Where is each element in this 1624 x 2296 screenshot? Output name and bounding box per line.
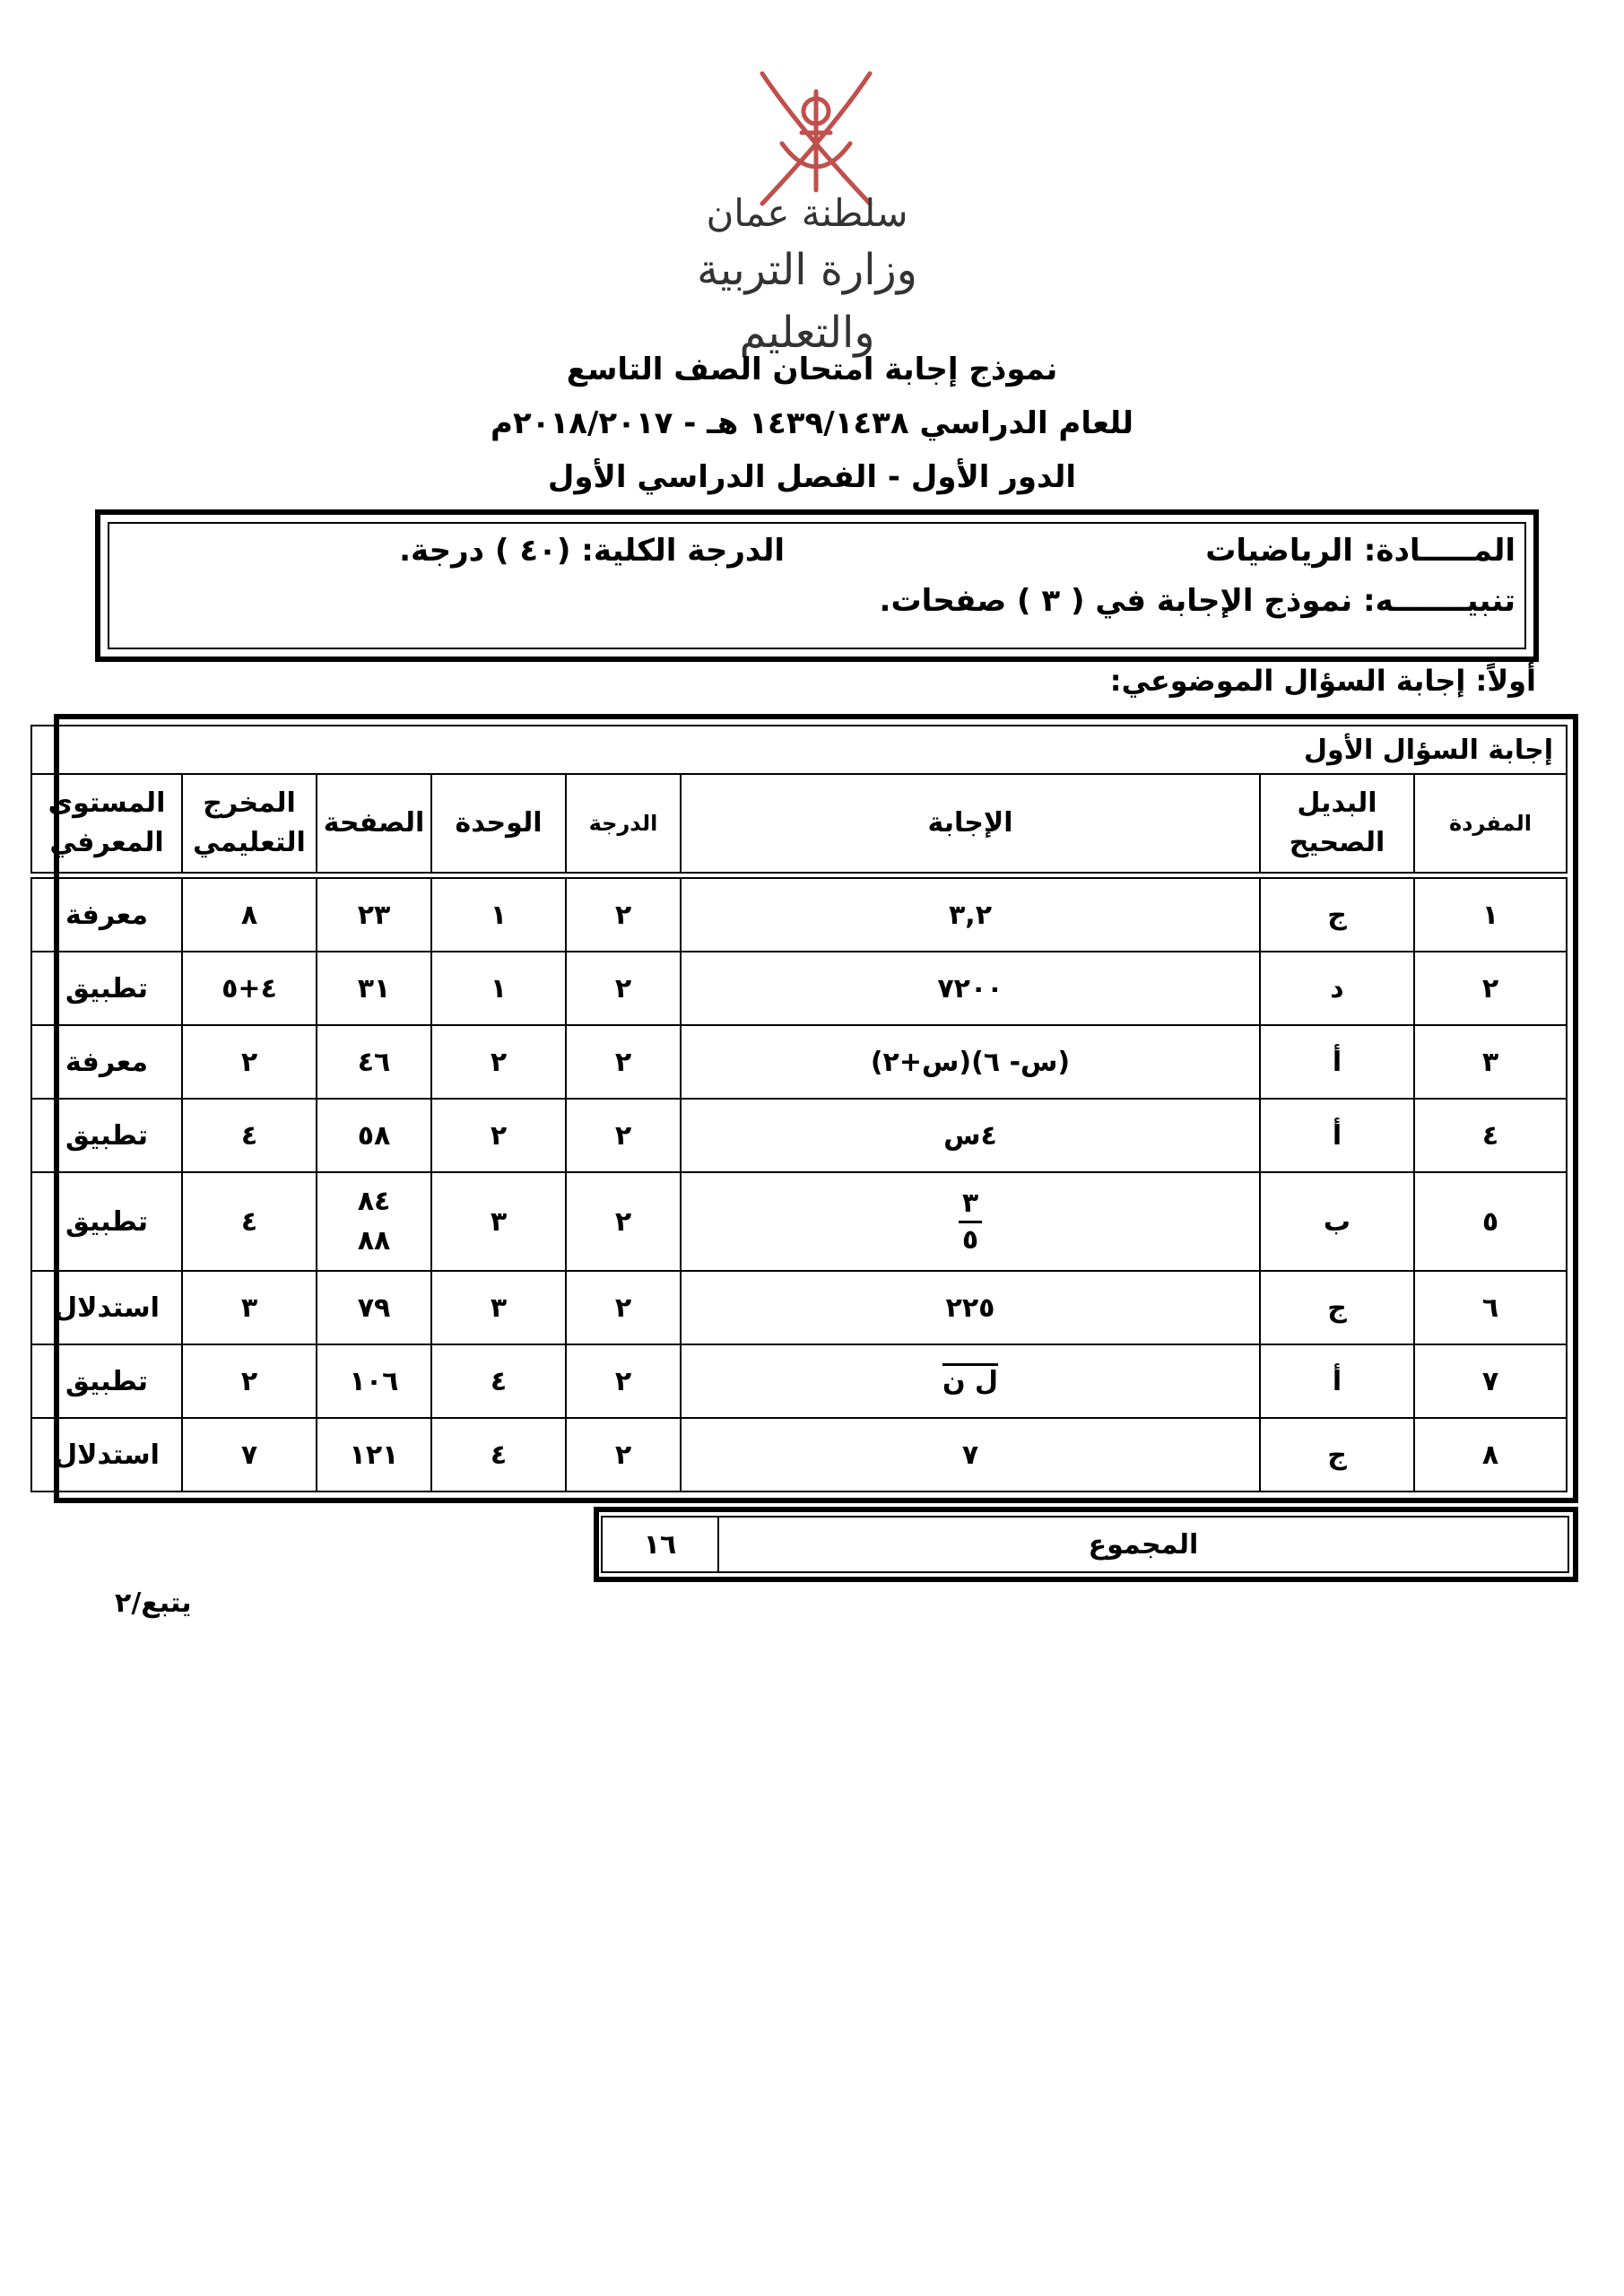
cell-grade: ٢ [566, 878, 681, 952]
total-box [594, 1507, 1578, 1582]
pages-note-line: تنبيـــــــه: نموذج الإجابة في ( ٣ ) صفحات. [879, 583, 1515, 619]
ministry-logo-text [628, 188, 986, 364]
cell-choice: ب [1260, 1172, 1414, 1271]
table-row [31, 1418, 1567, 1492]
cell-grade: ٢ [566, 1172, 681, 1271]
cell-unit: ٣ [431, 1172, 566, 1271]
cell-choice: د [1260, 952, 1414, 1025]
exam-info-box [95, 509, 1539, 662]
cell-grade: ٢ [566, 1344, 681, 1418]
cell-unit: ٢ [431, 1025, 566, 1099]
cell-item: ٧ [1414, 1344, 1567, 1418]
header-level: المستوى المعرفي [31, 774, 182, 873]
cell-page: ٣١ [317, 952, 431, 1025]
cell-answer: ٧٢٠٠ [681, 952, 1260, 1025]
header-item: المفردة [1414, 774, 1567, 873]
cell-answer: ٧ [681, 1418, 1260, 1492]
continued-note: يتبع/٢ [115, 1587, 192, 1619]
cell-level: تطبيق [31, 1344, 182, 1418]
cell-outcome: ٢ [182, 1344, 317, 1418]
cell-item: ١ [1414, 878, 1567, 952]
total-value: ١٦ [602, 1517, 718, 1572]
cell-answer [681, 1172, 1260, 1271]
cell-item: ٣ [1414, 1025, 1567, 1099]
header-page: الصفحة [317, 774, 431, 873]
cell-answer: ٤س [681, 1099, 1260, 1172]
exam-title: نموذج إجابة امتحان الصف التاسع [566, 352, 1058, 387]
cell-page: ٤٦ [317, 1025, 431, 1099]
header-outcome: المخرج التعليمي [182, 774, 317, 873]
table-row [31, 1344, 1567, 1418]
header-grade: الدرجة [566, 774, 681, 873]
cell-grade: ٢ [566, 1025, 681, 1099]
cell-answer: (س- ٦)(س+٢) [681, 1025, 1260, 1099]
header-unit: الوحدة [431, 774, 566, 873]
page-value-b: ٨٨ [357, 1225, 391, 1257]
cell-unit: ١ [431, 952, 566, 1025]
answer-table [48, 714, 1578, 1503]
fraction-numerator: ٣ [959, 1187, 982, 1223]
total-grade-line: الدرجة الكلية: (٤٠ ) درجة. [399, 533, 785, 569]
header-correct-choice: البديل الصحيح [1260, 774, 1414, 873]
cell-choice: أ [1260, 1099, 1414, 1172]
cell-level: تطبيق [31, 1172, 182, 1271]
cell-page: ٥٨ [317, 1099, 431, 1172]
fraction-denominator: ٥ [961, 1223, 979, 1256]
cell-answer [681, 1344, 1260, 1418]
cell-level: استدلال [31, 1418, 182, 1492]
table-row [31, 1172, 1567, 1271]
line-segment-answer: ل ن [942, 1365, 999, 1397]
cell-item: ٦ [1414, 1271, 1567, 1344]
table-caption: إجابة السؤال الأول [31, 726, 1567, 774]
ministry-name: وزارة التربية والتعليم [697, 245, 917, 358]
cell-level: تطبيق [31, 952, 182, 1025]
cell-item: ٨ [1414, 1418, 1567, 1492]
section-title: أولاً: إجابة السؤال الموضوعي: [1109, 664, 1536, 698]
cell-unit: ٢ [431, 1099, 566, 1172]
cell-outcome: ٧ [182, 1418, 317, 1492]
table-row [31, 1025, 1567, 1099]
cell-item: ٥ [1414, 1172, 1567, 1271]
table-row [31, 878, 1567, 952]
sultanate-name: سلطنة عمان [706, 191, 908, 235]
cell-choice: ج [1260, 1418, 1414, 1492]
cell-page: ١٢١ [317, 1418, 431, 1492]
cell-page: ٧٩ [317, 1271, 431, 1344]
cell-choice: أ [1260, 1025, 1414, 1099]
cell-unit: ٣ [431, 1271, 566, 1344]
cell-outcome: ٣ [182, 1271, 317, 1344]
cell-grade: ٢ [566, 1418, 681, 1492]
cell-outcome: ٨ [182, 878, 317, 952]
cell-unit: ٤ [431, 1344, 566, 1418]
table-row [31, 1271, 1567, 1344]
table-row [31, 1099, 1567, 1172]
cell-choice: ج [1260, 878, 1414, 952]
total-label: المجموع [718, 1517, 1568, 1572]
cell-outcome: ٤ [182, 1099, 317, 1172]
academic-year: للعام الدراسي ١٤٣٩/١٤٣٨ هـ - ٢٠١٨/٢٠١٧م [491, 405, 1133, 441]
subject-line: المـــــادة: الرياضيات [1205, 533, 1515, 569]
cell-level: استدلال [31, 1271, 182, 1344]
cell-outcome: ٤+٥ [182, 952, 317, 1025]
cell-grade: ٢ [566, 1271, 681, 1344]
exam-session: الدور الأول - الفصل الدراسي الأول [547, 459, 1077, 495]
page-value-a: ٨٤ [357, 1186, 391, 1217]
cell-grade: ٢ [566, 952, 681, 1025]
cell-level: معرفة [31, 878, 182, 952]
cell-grade: ٢ [566, 1099, 681, 1172]
header-answer: الإجابة [681, 774, 1260, 873]
table-row [31, 952, 1567, 1025]
cell-level: معرفة [31, 1025, 182, 1099]
cell-answer: ٣,٢ [681, 878, 1260, 952]
cell-unit: ١ [431, 878, 566, 952]
cell-choice: ج [1260, 1271, 1414, 1344]
fraction-answer [959, 1187, 982, 1257]
cell-choice: أ [1260, 1344, 1414, 1418]
table-header-row [31, 774, 1567, 873]
cell-outcome: ٢ [182, 1025, 317, 1099]
cell-page: ٢٣ [317, 878, 431, 952]
cell-answer: ٢٢٥ [681, 1271, 1260, 1344]
cell-item: ٤ [1414, 1099, 1567, 1172]
cell-page [317, 1172, 431, 1271]
cell-outcome: ٤ [182, 1172, 317, 1271]
cell-level: تطبيق [31, 1099, 182, 1172]
cell-item: ٢ [1414, 952, 1567, 1025]
cell-page: ١٠٦ [317, 1344, 431, 1418]
cell-unit: ٤ [431, 1418, 566, 1492]
